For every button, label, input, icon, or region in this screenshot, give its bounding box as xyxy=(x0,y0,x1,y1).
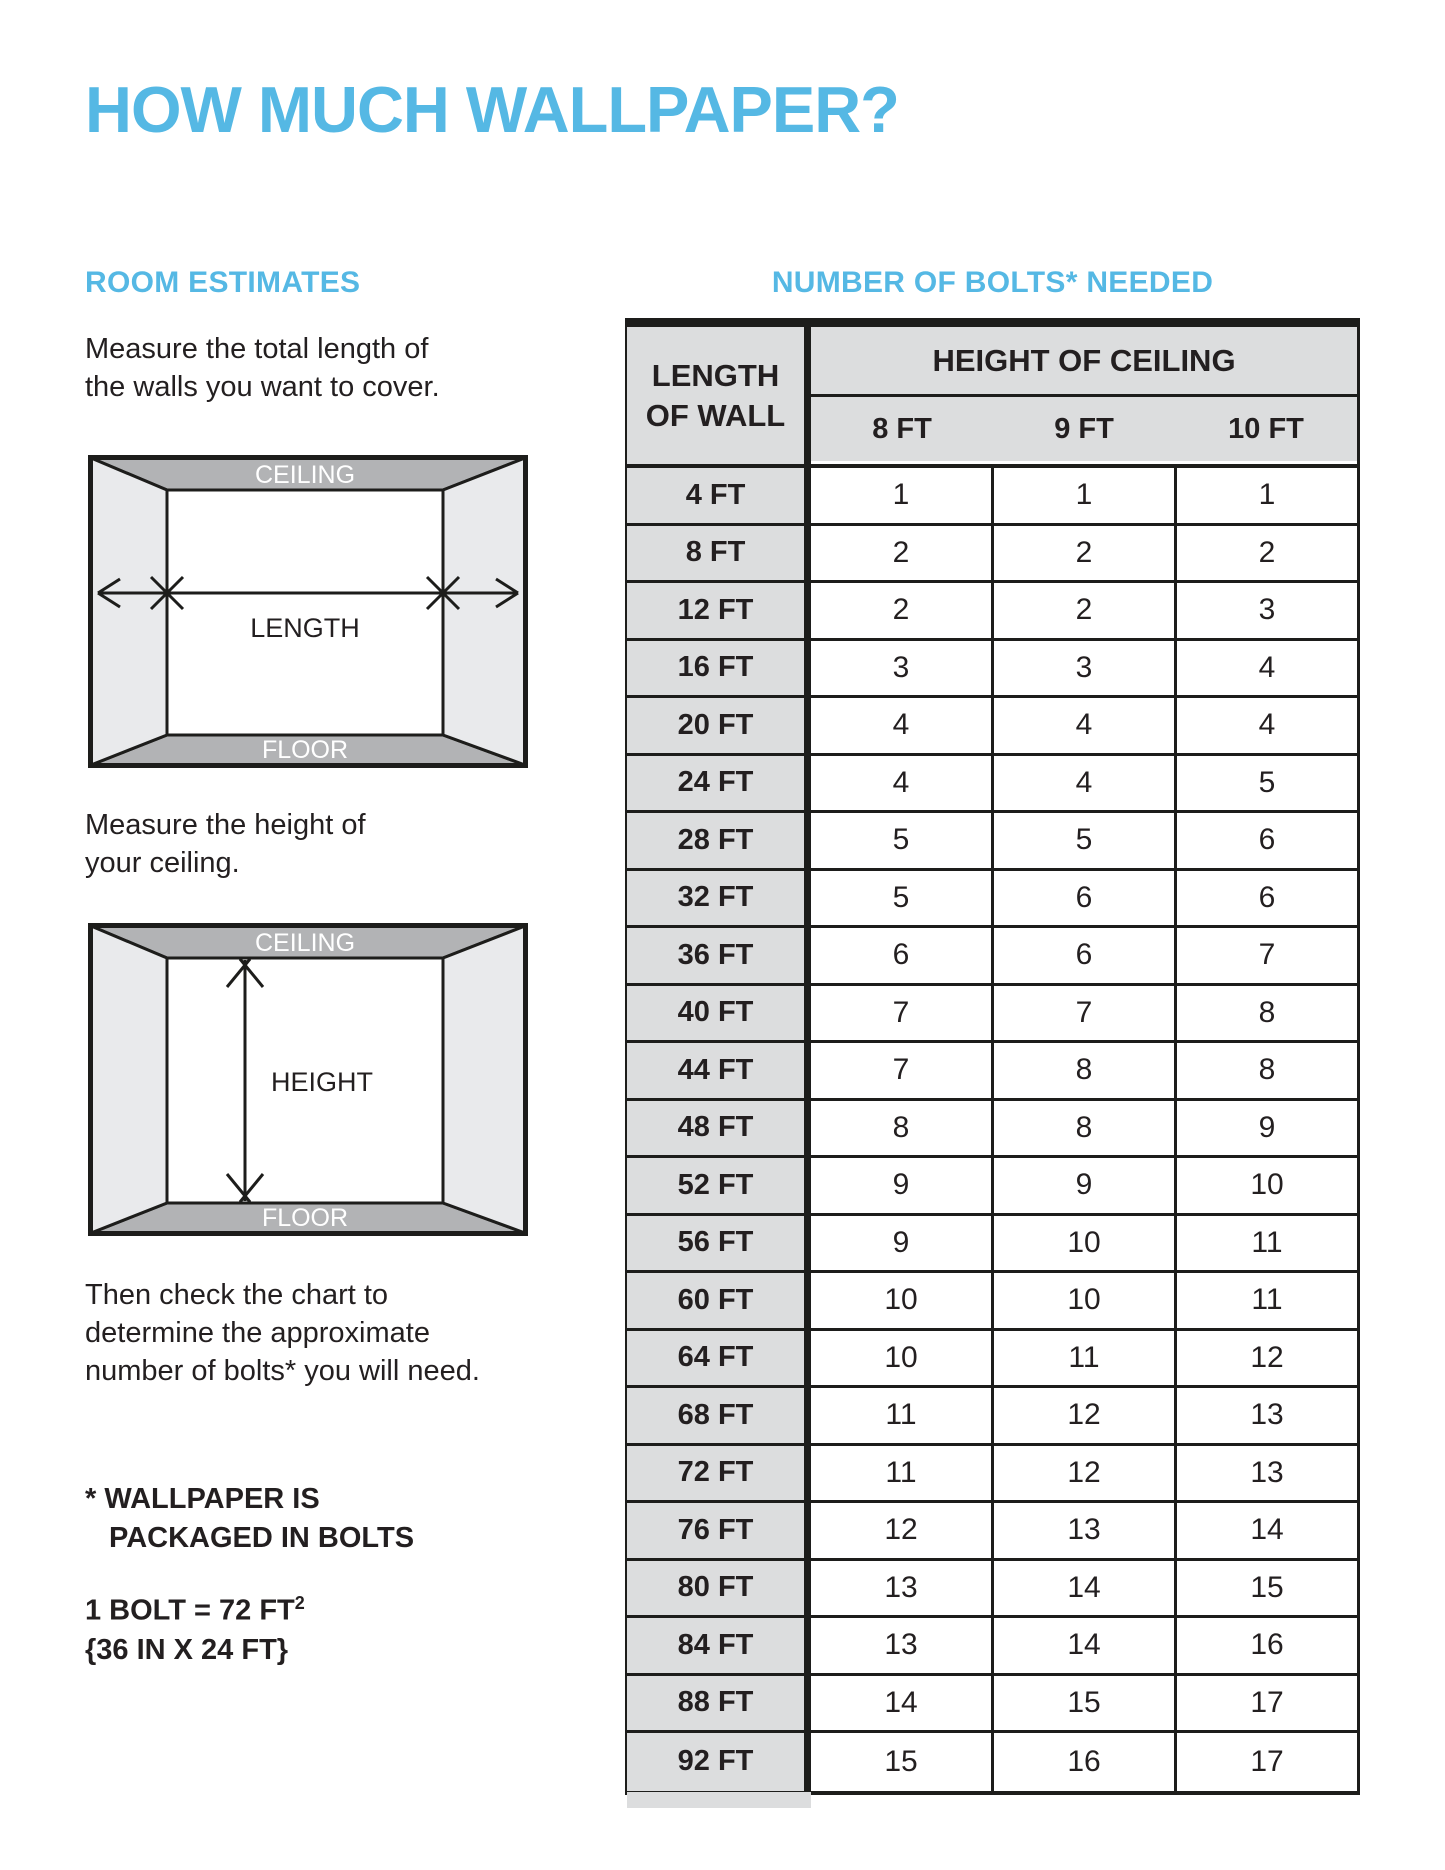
bolt-count-cell: 11 xyxy=(811,1446,994,1501)
check-chart-line1: Then check the chart to xyxy=(85,1279,389,1311)
bolt-count-cell: 12 xyxy=(811,1503,994,1558)
table-body xyxy=(627,468,1357,1791)
bolt-count-cell: 4 xyxy=(1177,698,1357,753)
bolt-count-cell: 6 xyxy=(994,871,1177,926)
bolt-count-cell: 5 xyxy=(811,871,994,926)
bolt-count-cell: 17 xyxy=(1177,1733,1357,1791)
bolt-count-cell: 4 xyxy=(811,756,994,811)
table-header xyxy=(627,327,1357,468)
wall-length-row-label: 36 FT xyxy=(627,928,811,983)
measure-length-line1: Measure the total length of xyxy=(85,333,429,365)
room-length-diagram xyxy=(88,455,528,768)
bolt-count-cell: 3 xyxy=(994,641,1177,696)
bolt-count-cell: 11 xyxy=(994,1331,1177,1386)
wall-length-row-label: 88 FT xyxy=(627,1676,811,1731)
footnote-line1: * WALLPAPER IS xyxy=(85,1483,320,1515)
length-of-wall-line2: OF WALL xyxy=(645,397,786,433)
table-row xyxy=(627,641,1357,699)
wall-length-row-label: 40 FT xyxy=(627,986,811,1041)
table-row xyxy=(627,1618,1357,1676)
ceiling-height-columns xyxy=(811,397,1357,461)
wall-length-row-label: 24 FT xyxy=(627,756,811,811)
table-top-bar xyxy=(627,318,1357,327)
table-row xyxy=(627,1503,1357,1561)
wall-length-row-label: 80 FT xyxy=(627,1561,811,1616)
table-row xyxy=(627,1676,1357,1734)
bolt-count-cell: 8 xyxy=(994,1043,1177,1098)
bolt-count-cell: 13 xyxy=(1177,1388,1357,1443)
length-of-wall-line1: LENGTH xyxy=(651,357,780,393)
wall-length-row-label: 8 FT xyxy=(627,526,811,581)
bolt-count-cell: 11 xyxy=(811,1388,994,1443)
wall-length-row-label: 76 FT xyxy=(627,1503,811,1558)
bolt-count-cell: 2 xyxy=(811,583,994,638)
floor-label: FLOOR xyxy=(261,736,349,764)
room-estimates-heading: ROOM ESTIMATES xyxy=(85,266,361,299)
wall-length-row-label: 16 FT xyxy=(627,641,811,696)
bolt-count-cell: 2 xyxy=(1177,526,1357,581)
wall-length-row-label: 60 FT xyxy=(627,1273,811,1328)
bolts-footnote xyxy=(85,1480,414,1558)
bolt-count-cell: 12 xyxy=(1177,1331,1357,1386)
table-row xyxy=(627,1216,1357,1274)
bolt-count-cell: 12 xyxy=(994,1446,1177,1501)
bolt-count-cell: 11 xyxy=(1177,1273,1357,1328)
bolt-count-cell: 6 xyxy=(811,928,994,983)
wall-length-row-label: 44 FT xyxy=(627,1043,811,1098)
height-label: HEIGHT xyxy=(271,1067,374,1097)
bolt-count-cell: 13 xyxy=(1177,1446,1357,1501)
bolt-count-cell: 1 xyxy=(1177,468,1357,523)
wall-length-row-label: 72 FT xyxy=(627,1446,811,1501)
measure-length-paragraph xyxy=(85,330,440,406)
bolt-dimensions: {36 IN X 24 FT} xyxy=(85,1633,289,1666)
bolts-table xyxy=(625,318,1360,1795)
page-title: HOW MUCH WALLPAPER? xyxy=(85,73,899,146)
table-left-column-stub xyxy=(627,1792,811,1808)
wall-length-row-label: 68 FT xyxy=(627,1388,811,1443)
bolt-count-cell: 1 xyxy=(994,468,1177,523)
bolt-count-cell: 14 xyxy=(994,1618,1177,1673)
bolt-count-cell: 11 xyxy=(1177,1216,1357,1271)
bolt-count-cell: 8 xyxy=(811,1101,994,1156)
table-row xyxy=(627,1158,1357,1216)
bolt-count-cell: 8 xyxy=(1177,986,1357,1041)
bolt-count-cell: 14 xyxy=(1177,1503,1357,1558)
bolt-count-cell: 15 xyxy=(994,1676,1177,1731)
wall-length-row-label: 64 FT xyxy=(627,1331,811,1386)
bolt-count-cell: 1 xyxy=(811,468,994,523)
bolt-count-cell: 10 xyxy=(994,1273,1177,1328)
table-row xyxy=(627,1561,1357,1619)
bolt-count-cell: 2 xyxy=(811,526,994,581)
bolt-count-cell: 3 xyxy=(811,641,994,696)
wall-length-row-label: 28 FT xyxy=(627,813,811,868)
table-row xyxy=(627,756,1357,814)
bolt-size-info xyxy=(85,1584,305,1670)
bolt-count-cell: 15 xyxy=(1177,1561,1357,1616)
bolt-count-cell: 4 xyxy=(1177,641,1357,696)
wall-length-row-label: 56 FT xyxy=(627,1216,811,1271)
wall-length-row-label: 4 FT xyxy=(627,468,811,523)
bolt-count-cell: 2 xyxy=(994,526,1177,581)
bolt-count-cell: 8 xyxy=(994,1101,1177,1156)
bolt-count-cell: 14 xyxy=(994,1561,1177,1616)
table-row xyxy=(627,871,1357,929)
wall-length-row-label: 92 FT xyxy=(627,1733,811,1791)
table-row xyxy=(627,583,1357,641)
bolts-needed-heading: NUMBER OF BOLTS* NEEDED xyxy=(771,266,1214,299)
table-row xyxy=(627,1733,1357,1791)
check-chart-paragraph xyxy=(85,1276,480,1390)
bolt-count-cell: 6 xyxy=(1177,813,1357,868)
bolt-count-cell: 7 xyxy=(1177,928,1357,983)
table-row xyxy=(627,928,1357,986)
wall-length-row-label: 52 FT xyxy=(627,1158,811,1213)
length-label: LENGTH xyxy=(250,613,360,643)
room-height-diagram xyxy=(88,923,528,1236)
check-chart-line2: determine the approximate xyxy=(85,1317,430,1349)
bolt-count-cell: 9 xyxy=(811,1216,994,1271)
measure-height-line1: Measure the height of xyxy=(85,809,366,841)
bolt-count-cell: 7 xyxy=(994,986,1177,1041)
bolt-exponent: 2 xyxy=(294,1593,305,1613)
bolt-count-cell: 13 xyxy=(811,1561,994,1616)
bolt-count-cell: 4 xyxy=(994,698,1177,753)
bolt-count-cell: 10 xyxy=(994,1216,1177,1271)
bolt-count-cell: 12 xyxy=(994,1388,1177,1443)
measure-length-line2: the walls you want to cover. xyxy=(85,371,440,403)
bolt-count-cell: 10 xyxy=(1177,1158,1357,1213)
measure-height-line2: your ceiling. xyxy=(85,847,240,879)
right-wall xyxy=(443,458,525,765)
bolt-count-cell: 7 xyxy=(811,1043,994,1098)
bolt-count-cell: 13 xyxy=(811,1618,994,1673)
bolt-count-cell: 2 xyxy=(994,583,1177,638)
bolt-count-cell: 8 xyxy=(1177,1043,1357,1098)
left-wall xyxy=(91,926,167,1233)
ceiling-height-col-header: 8 FT xyxy=(872,412,932,445)
table-row xyxy=(627,1331,1357,1389)
table-row xyxy=(627,698,1357,756)
bolt-count-cell: 16 xyxy=(1177,1618,1357,1673)
bolt-count-cell: 14 xyxy=(811,1676,994,1731)
table-row xyxy=(627,1388,1357,1446)
bolt-count-cell: 5 xyxy=(811,813,994,868)
wall-length-row-label: 20 FT xyxy=(627,698,811,753)
bolt-count-cell: 4 xyxy=(811,698,994,753)
bolt-count-cell: 4 xyxy=(994,756,1177,811)
left-wall xyxy=(91,458,167,765)
wall-length-row-label: 48 FT xyxy=(627,1101,811,1156)
right-wall xyxy=(443,926,525,1233)
bolt-count-cell: 5 xyxy=(994,813,1177,868)
footnote-line2: PACKAGED IN BOLTS xyxy=(109,1522,415,1554)
length-of-wall-header xyxy=(627,327,811,464)
table-row xyxy=(627,1273,1357,1331)
table-row xyxy=(627,1446,1357,1504)
check-chart-line3: number of bolts* you will need. xyxy=(85,1355,480,1387)
measure-height-paragraph xyxy=(85,806,366,882)
ceiling-label: CEILING xyxy=(254,461,356,489)
bolt-count-cell: 15 xyxy=(811,1733,994,1791)
bolt-count-cell: 5 xyxy=(1177,756,1357,811)
table-row xyxy=(627,1101,1357,1159)
height-of-ceiling-header: HEIGHT OF CEILING xyxy=(811,327,1357,397)
wall-length-row-label: 32 FT xyxy=(627,871,811,926)
bolt-count-cell: 6 xyxy=(1177,871,1357,926)
bolt-count-cell: 17 xyxy=(1177,1676,1357,1731)
table-row xyxy=(627,1043,1357,1101)
bolt-count-cell: 3 xyxy=(1177,583,1357,638)
bolt-count-cell: 9 xyxy=(994,1158,1177,1213)
table-row xyxy=(627,813,1357,871)
bolt-count-cell: 9 xyxy=(1177,1101,1357,1156)
table-row xyxy=(627,986,1357,1044)
wall-length-row-label: 12 FT xyxy=(627,583,811,638)
table-row xyxy=(627,526,1357,584)
ceiling-header-group xyxy=(811,327,1357,464)
ceiling-height-col-header: 9 FT xyxy=(1054,412,1114,445)
floor-label: FLOOR xyxy=(261,1204,349,1232)
ceiling-height-col-header: 10 FT xyxy=(1228,412,1304,445)
bolt-equation: 1 BOLT = 72 $FT^2$ xyxy=(85,1593,305,1627)
bolt-count-cell: 6 xyxy=(994,928,1177,983)
bolt-count-cell: 16 xyxy=(994,1733,1177,1791)
bolt-count-cell: 10 xyxy=(811,1331,994,1386)
bolt-count-cell: 7 xyxy=(811,986,994,1041)
ceiling-label: CEILING xyxy=(254,929,356,957)
bolt-count-cell: 9 xyxy=(811,1158,994,1213)
bolt-count-cell: 13 xyxy=(994,1503,1177,1558)
bolt-count-cell: 10 xyxy=(811,1273,994,1328)
wall-length-row-label: 84 FT xyxy=(627,1618,811,1673)
table-row xyxy=(627,468,1357,526)
